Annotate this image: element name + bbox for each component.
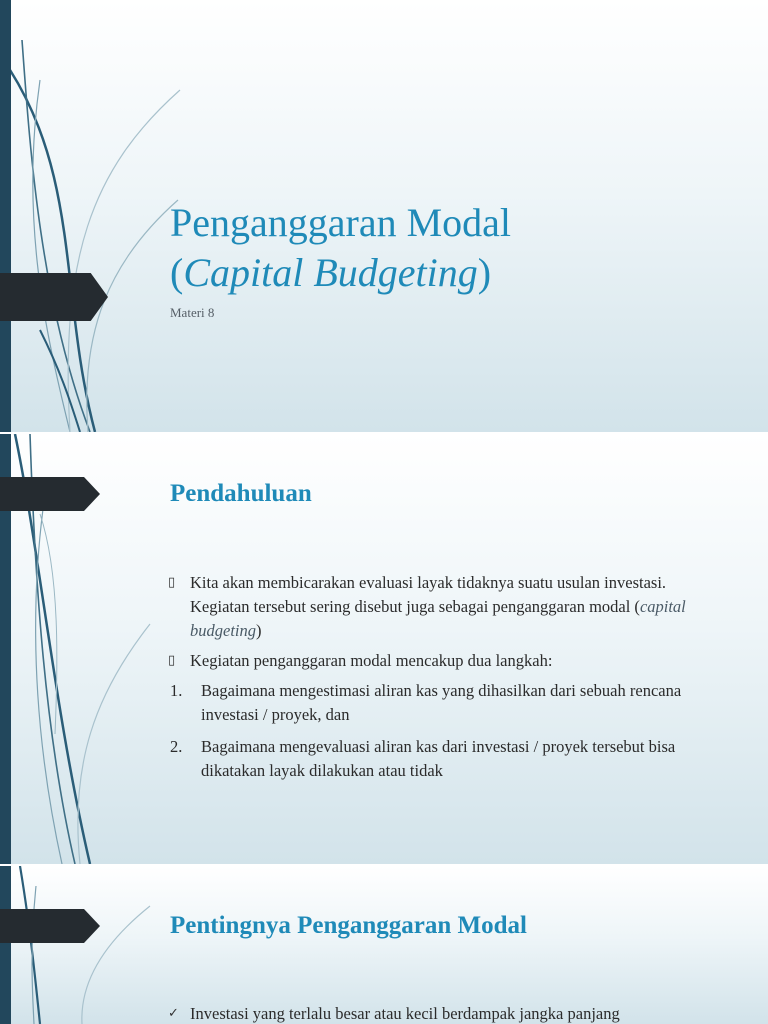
slide-content — [168, 1002, 728, 1024]
side-bar — [0, 0, 11, 432]
item-number: 1. — [170, 681, 183, 700]
item-number: 2. — [170, 737, 183, 756]
arrow-tab — [0, 477, 100, 511]
decorative-curves — [0, 866, 200, 1024]
list-item — [168, 649, 728, 673]
bullet-icon: ▯ — [168, 653, 176, 668]
item-text: Bagaimana mengestimasi aliran kas yang dihasilkan dari sebuah rencana investasi / proyek, dan — [201, 681, 682, 724]
title-italic: Capital Budgeting — [183, 250, 478, 295]
intro-slide — [0, 434, 768, 864]
bullet-text: Investasi yang terlalu besar atau kecil berdampak jangka panjang — [190, 1004, 620, 1023]
bullet-icon: ▯ — [168, 575, 176, 590]
slide-heading: Pendahuluan — [170, 480, 312, 507]
side-bar — [0, 866, 11, 1024]
arrow-tab — [0, 909, 100, 943]
bullet-text-end: ) — [256, 621, 262, 640]
bullet-text-italic: capital budgeting — [190, 597, 686, 640]
checkmark-icon: ✓ — [168, 1006, 179, 1021]
arrow-tab — [0, 273, 108, 321]
title-line-2 — [170, 248, 511, 298]
bullet-text: Kita akan membicarakan evaluasi layak tidaknya suatu usulan investasi. Kegiatan tersebut sering disebut juga sebagai penganggaran modal ( — [190, 573, 667, 616]
title-line-1: Penganggaran Modal — [170, 200, 512, 245]
title-slide — [0, 0, 768, 432]
slide-subtitle: Materi 8 — [170, 305, 215, 320]
numbered-item — [168, 679, 728, 727]
title-paren-close: ) — [477, 250, 492, 295]
slide-heading: Pentingnya Penganggaran Modal — [170, 912, 527, 939]
importance-slide — [0, 866, 768, 1024]
slide-content — [168, 571, 728, 791]
list-item — [168, 1002, 728, 1024]
bullet-text: Kegiatan penganggaran modal mencakup dua langkah: — [190, 651, 553, 670]
title-paren-open: ( — [170, 250, 184, 295]
item-text: Bagaimana mengevaluasi aliran kas dari investasi / proyek tersebut bisa dikatakan layak dilakukan atau tidak — [201, 737, 676, 780]
list-item — [168, 571, 728, 643]
slide-title — [170, 198, 511, 298]
numbered-item — [168, 735, 728, 783]
